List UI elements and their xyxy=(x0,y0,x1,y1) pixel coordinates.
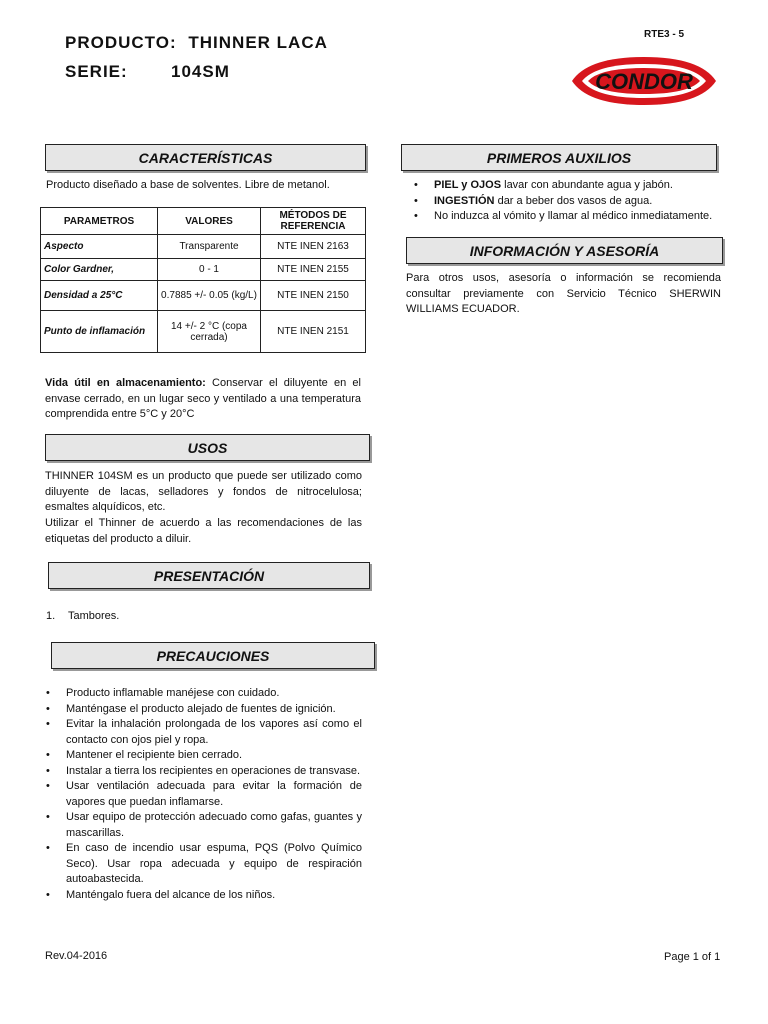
primeros-auxilios-title: PRIMEROS AUXILIOS xyxy=(401,144,717,171)
table-cell: Punto de inflamación xyxy=(41,311,158,353)
first-aid-ingestion-label: INGESTIÓN xyxy=(434,194,495,207)
table-cell: 0 - 1 xyxy=(158,259,261,281)
shelf-life-label: Vida útil en almacenamiento: xyxy=(45,377,206,389)
informacion-paragraph: Para otros usos, asesoría o información se recomienda consultar previamente con Servicio Técnico SHERWIN WILLIAMS ECUADOR. xyxy=(406,272,721,315)
usos-paragraph-2: Utilizar el Thinner de acuerdo a las recomendaciones de las etiquetas del producto a diluir. xyxy=(45,517,362,545)
condor-logo xyxy=(568,55,720,107)
usos-paragraph-1: THINNER 104SM es un producto que puede ser utilizado como diluyente de lacas, selladores y fondos de nitrocelulosa; esmaltes alquídicos, etc. xyxy=(45,470,362,513)
table-cell: Color Gardner, xyxy=(41,259,158,281)
product-heading xyxy=(65,33,328,53)
usos-title: USOS xyxy=(45,434,370,461)
table-cell: 14 +/- 2 °C (copa cerrada) xyxy=(158,311,261,353)
table-header: MÉTODOS DE REFERENCIA xyxy=(261,208,366,235)
list-item: • Manténgalo fuera del alcance de los niños. xyxy=(44,888,362,904)
table-row xyxy=(41,259,366,281)
table-row xyxy=(41,311,366,353)
list-item: • Producto inflamable manéjese con cuidado. xyxy=(44,686,362,702)
presentacion-item-number: 1. xyxy=(46,610,56,622)
shelf-life-paragraph xyxy=(45,376,361,423)
properties-table xyxy=(40,207,366,353)
table-cell: Aspecto xyxy=(41,235,158,259)
first-aid-ingestion-text: dar a beber dos vasos de agua. xyxy=(494,194,653,207)
table-cell: NTE INEN 2163 xyxy=(261,235,366,259)
precauciones-title: PRECAUCIONES xyxy=(51,642,375,669)
presentacion-item xyxy=(46,609,119,625)
product-value: THINNER LACA xyxy=(188,33,328,52)
primeros-auxilios-list xyxy=(412,178,732,225)
list-item: • Mantener el recipiente bien cerrado. xyxy=(44,748,362,764)
list-item: • En caso de incendio usar espuma, PQS (Polvo Químico Seco). Usar ropa adecuada y equipo de respiración autoabastecida. xyxy=(44,841,362,888)
table-row xyxy=(41,281,366,311)
caracteristicas-intro: Producto diseñado a base de solventes. Libre de metanol. xyxy=(46,179,330,191)
table-cell: NTE INEN 2150 xyxy=(261,281,366,311)
table-cell: NTE INEN 2151 xyxy=(261,311,366,353)
precauciones-list xyxy=(44,686,362,903)
list-item: • Manténgase el producto alejado de fuentes de ignición. xyxy=(44,702,362,718)
table-row xyxy=(41,235,366,259)
document-code: RTE3 - 5 xyxy=(644,29,685,40)
logo-text: CONDOR xyxy=(595,69,693,94)
table-header: PARAMETROS xyxy=(41,208,158,235)
product-label: PRODUCTO: xyxy=(65,33,177,52)
shelf-life-text: Conservar el diluyente en el envase cerrado, en un lugar seco y ventilado a una temperatura comprendida entre 5°C y 20°C xyxy=(45,377,361,420)
series-heading xyxy=(65,62,230,82)
series-label: SERIE: xyxy=(65,62,128,81)
caracteristicas-title: CARACTERÍSTICAS xyxy=(45,144,366,171)
table-cell: 0.7885 +/- 0.05 (kg/L) xyxy=(158,281,261,311)
list-item: • Usar equipo de protección adecuado como gafas, guantes y mascarillas. xyxy=(44,810,362,841)
table-header-row xyxy=(41,208,366,235)
table-header: VALORES xyxy=(158,208,261,235)
informacion-title: INFORMACIÓN Y ASESORÍA xyxy=(406,237,723,264)
table-cell: Densidad a 25°C xyxy=(41,281,158,311)
table-cell: Transparente xyxy=(158,235,261,259)
list-item: • Evitar la inhalación prolongada de los vapores así como el contacto con ojos piel y ropa. xyxy=(44,717,362,748)
page-number: Page 1 of 1 xyxy=(664,951,721,963)
revision-label: Rev.04-2016 xyxy=(45,950,108,962)
first-aid-skin-label: PIEL y OJOS xyxy=(434,179,502,191)
list-item xyxy=(412,194,732,210)
table-cell: NTE INEN 2155 xyxy=(261,259,366,281)
list-item xyxy=(412,178,732,194)
list-item: • Usar ventilación adecuada para evitar la formación de vapores que puedan inflamarse. xyxy=(44,779,362,810)
presentacion-item-text: Tambores. xyxy=(68,610,120,622)
presentacion-title: PRESENTACIÓN xyxy=(48,562,370,589)
list-item: • No induzca al vómito y llamar al médico inmediatamente. xyxy=(412,209,732,225)
series-value: 104SM xyxy=(171,62,230,81)
list-item: • Instalar a tierra los recipientes en operaciones de transvase. xyxy=(44,764,362,780)
first-aid-skin-text: lavar con abundante agua y jabón. xyxy=(501,179,673,191)
